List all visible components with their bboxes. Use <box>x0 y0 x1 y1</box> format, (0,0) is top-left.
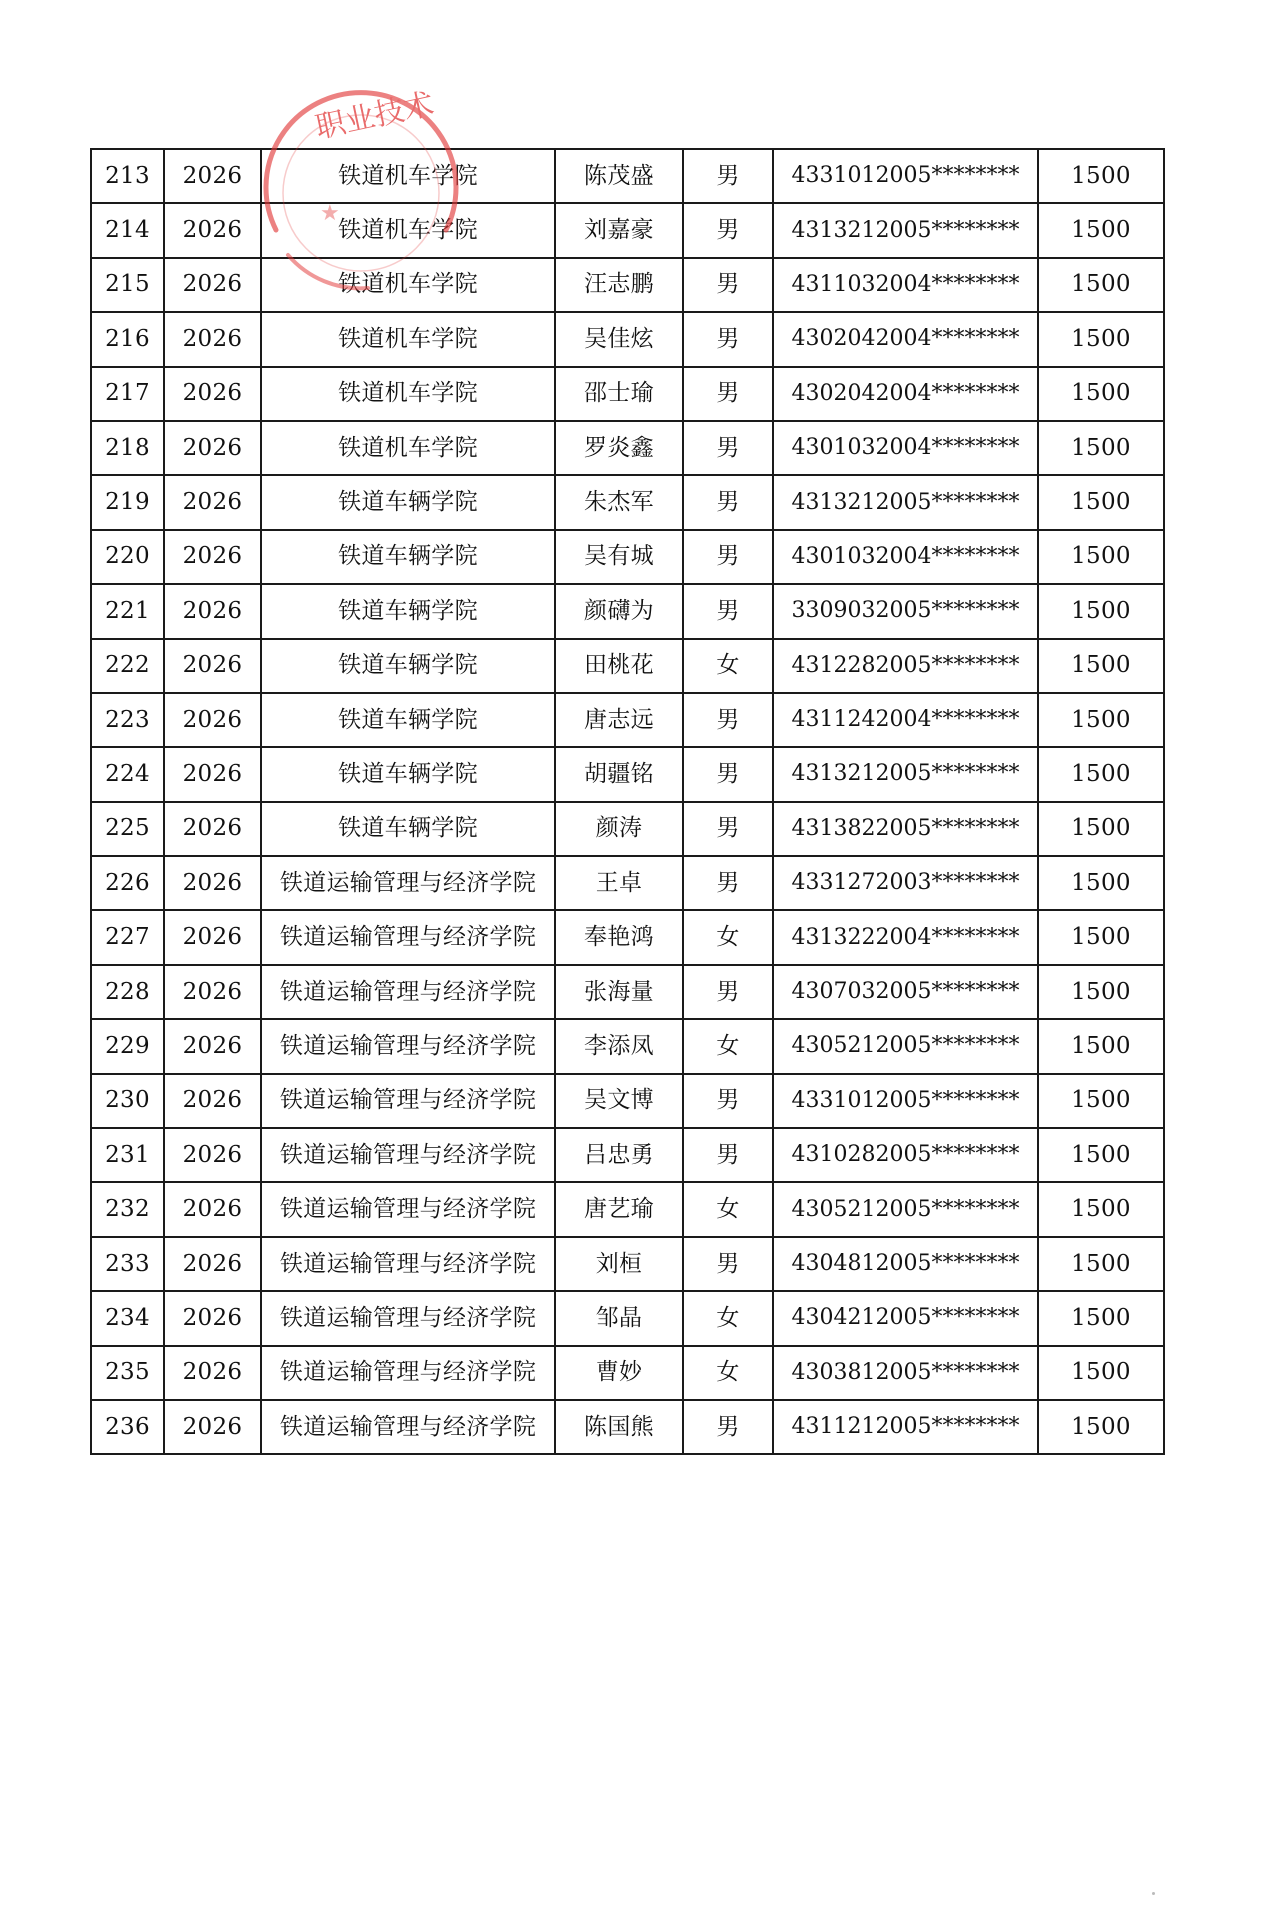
cell-gender: 男 <box>683 856 773 910</box>
cell-college: 铁道机车学院 <box>261 421 555 475</box>
table-row <box>91 367 1164 421</box>
cell-college: 铁道机车学院 <box>261 312 555 366</box>
cell-year: 2026 <box>164 1019 261 1073</box>
table-row <box>91 475 1164 529</box>
cell-college: 铁道车辆学院 <box>261 584 555 638</box>
cell-college: 铁道机车学院 <box>261 258 555 312</box>
cell-serial-number: 229 <box>91 1019 164 1073</box>
cell-college: 铁道机车学院 <box>261 149 555 203</box>
cell-amount: 1500 <box>1038 965 1164 1019</box>
cell-gender: 女 <box>683 639 773 693</box>
cell-id-number: 4311032004******** <box>773 258 1038 312</box>
cell-college: 铁道车辆学院 <box>261 693 555 747</box>
cell-college: 铁道运输管理与经济学院 <box>261 1128 555 1182</box>
cell-id-number: 4302042004******** <box>773 312 1038 366</box>
cell-serial-number: 225 <box>91 802 164 856</box>
cell-college: 铁道运输管理与经济学院 <box>261 1346 555 1400</box>
cell-serial-number: 218 <box>91 421 164 475</box>
cell-id-number: 4304812005******** <box>773 1237 1038 1291</box>
cell-college: 铁道运输管理与经济学院 <box>261 1182 555 1236</box>
cell-id-number: 4304212005******** <box>773 1291 1038 1345</box>
cell-gender: 男 <box>683 1128 773 1182</box>
table-row <box>91 1346 1164 1400</box>
cell-id-number: 3309032005******** <box>773 584 1038 638</box>
cell-year: 2026 <box>164 1400 261 1454</box>
cell-id-number: 4313212005******** <box>773 203 1038 257</box>
table-row <box>91 802 1164 856</box>
cell-student-name: 邹晶 <box>555 1291 683 1345</box>
cell-amount: 1500 <box>1038 367 1164 421</box>
cell-amount: 1500 <box>1038 258 1164 312</box>
cell-serial-number: 222 <box>91 639 164 693</box>
cell-amount: 1500 <box>1038 203 1164 257</box>
cell-student-name: 汪志鹏 <box>555 258 683 312</box>
cell-student-name: 吴有城 <box>555 530 683 584</box>
cell-gender: 男 <box>683 421 773 475</box>
cell-college: 铁道运输管理与经济学院 <box>261 856 555 910</box>
cell-serial-number: 235 <box>91 1346 164 1400</box>
cell-amount: 1500 <box>1038 1182 1164 1236</box>
cell-year: 2026 <box>164 367 261 421</box>
cell-id-number: 4331012005******** <box>773 149 1038 203</box>
cell-student-name: 田桃花 <box>555 639 683 693</box>
cell-amount: 1500 <box>1038 421 1164 475</box>
cell-year: 2026 <box>164 747 261 801</box>
scan-speck <box>1152 1892 1155 1895</box>
cell-college: 铁道车辆学院 <box>261 802 555 856</box>
cell-gender: 男 <box>683 203 773 257</box>
cell-year: 2026 <box>164 475 261 529</box>
cell-serial-number: 224 <box>91 747 164 801</box>
cell-serial-number: 234 <box>91 1291 164 1345</box>
cell-college: 铁道运输管理与经济学院 <box>261 1237 555 1291</box>
cell-student-name: 吴文博 <box>555 1074 683 1128</box>
table-row <box>91 584 1164 638</box>
cell-amount: 1500 <box>1038 910 1164 964</box>
cell-amount: 1500 <box>1038 1019 1164 1073</box>
cell-amount: 1500 <box>1038 747 1164 801</box>
cell-gender: 男 <box>683 693 773 747</box>
table-row <box>91 693 1164 747</box>
cell-college: 铁道车辆学院 <box>261 747 555 801</box>
cell-college: 铁道机车学院 <box>261 367 555 421</box>
cell-college: 铁道运输管理与经济学院 <box>261 910 555 964</box>
table-row <box>91 149 1164 203</box>
cell-amount: 1500 <box>1038 1074 1164 1128</box>
cell-college: 铁道车辆学院 <box>261 475 555 529</box>
cell-amount: 1500 <box>1038 802 1164 856</box>
cell-year: 2026 <box>164 1237 261 1291</box>
cell-college: 铁道运输管理与经济学院 <box>261 1074 555 1128</box>
cell-student-name: 颜礴为 <box>555 584 683 638</box>
cell-amount: 1500 <box>1038 1400 1164 1454</box>
cell-year: 2026 <box>164 312 261 366</box>
cell-id-number: 4302042004******** <box>773 367 1038 421</box>
cell-college: 铁道机车学院 <box>261 203 555 257</box>
cell-year: 2026 <box>164 1346 261 1400</box>
cell-gender: 女 <box>683 1291 773 1345</box>
cell-college: 铁道运输管理与经济学院 <box>261 1400 555 1454</box>
cell-student-name: 王卓 <box>555 856 683 910</box>
cell-amount: 1500 <box>1038 1291 1164 1345</box>
cell-gender: 男 <box>683 802 773 856</box>
cell-amount: 1500 <box>1038 1346 1164 1400</box>
cell-student-name: 陈国熊 <box>555 1400 683 1454</box>
cell-id-number: 4311242004******** <box>773 693 1038 747</box>
cell-year: 2026 <box>164 203 261 257</box>
cell-year: 2026 <box>164 1128 261 1182</box>
cell-serial-number: 230 <box>91 1074 164 1128</box>
cell-serial-number: 213 <box>91 149 164 203</box>
cell-year: 2026 <box>164 1074 261 1128</box>
table-row <box>91 856 1164 910</box>
cell-student-name: 吕忠勇 <box>555 1128 683 1182</box>
table-row <box>91 1400 1164 1454</box>
cell-amount: 1500 <box>1038 639 1164 693</box>
roster-body <box>91 149 1164 1454</box>
cell-gender: 男 <box>683 367 773 421</box>
cell-year: 2026 <box>164 802 261 856</box>
cell-serial-number: 221 <box>91 584 164 638</box>
cell-id-number: 4305212005******** <box>773 1019 1038 1073</box>
table-row <box>91 1237 1164 1291</box>
table-row <box>91 1128 1164 1182</box>
cell-gender: 男 <box>683 1237 773 1291</box>
cell-student-name: 刘嘉豪 <box>555 203 683 257</box>
cell-year: 2026 <box>164 530 261 584</box>
cell-id-number: 4331272003******** <box>773 856 1038 910</box>
cell-gender: 女 <box>683 1019 773 1073</box>
cell-year: 2026 <box>164 910 261 964</box>
cell-gender: 女 <box>683 1182 773 1236</box>
cell-year: 2026 <box>164 856 261 910</box>
table-row <box>91 639 1164 693</box>
cell-year: 2026 <box>164 1182 261 1236</box>
cell-year: 2026 <box>164 1291 261 1345</box>
cell-gender: 男 <box>683 1400 773 1454</box>
cell-amount: 1500 <box>1038 693 1164 747</box>
cell-year: 2026 <box>164 693 261 747</box>
cell-gender: 男 <box>683 965 773 1019</box>
cell-id-number: 4305212005******** <box>773 1182 1038 1236</box>
cell-year: 2026 <box>164 965 261 1019</box>
cell-amount: 1500 <box>1038 1128 1164 1182</box>
cell-gender: 女 <box>683 1346 773 1400</box>
cell-student-name: 唐艺瑜 <box>555 1182 683 1236</box>
cell-student-name: 奉艳鸿 <box>555 910 683 964</box>
cell-student-name: 颜涛 <box>555 802 683 856</box>
cell-amount: 1500 <box>1038 856 1164 910</box>
cell-college: 铁道运输管理与经济学院 <box>261 1019 555 1073</box>
cell-id-number: 4301032004******** <box>773 530 1038 584</box>
cell-gender: 女 <box>683 910 773 964</box>
cell-year: 2026 <box>164 149 261 203</box>
table-row <box>91 258 1164 312</box>
cell-gender: 男 <box>683 584 773 638</box>
cell-amount: 1500 <box>1038 584 1164 638</box>
table-row <box>91 910 1164 964</box>
cell-serial-number: 217 <box>91 367 164 421</box>
cell-student-name: 刘桓 <box>555 1237 683 1291</box>
cell-student-name: 张海量 <box>555 965 683 1019</box>
cell-student-name: 邵士瑜 <box>555 367 683 421</box>
cell-serial-number: 216 <box>91 312 164 366</box>
cell-id-number: 4313212005******** <box>773 475 1038 529</box>
cell-serial-number: 227 <box>91 910 164 964</box>
cell-serial-number: 214 <box>91 203 164 257</box>
cell-amount: 1500 <box>1038 312 1164 366</box>
cell-student-name: 吴佳炫 <box>555 312 683 366</box>
seal-text: 职业技术 <box>312 86 438 146</box>
cell-gender: 男 <box>683 747 773 801</box>
cell-serial-number: 226 <box>91 856 164 910</box>
cell-id-number: 4312282005******** <box>773 639 1038 693</box>
cell-year: 2026 <box>164 639 261 693</box>
cell-id-number: 4313822005******** <box>773 802 1038 856</box>
cell-id-number: 4307032005******** <box>773 965 1038 1019</box>
table-row <box>91 1019 1164 1073</box>
cell-college: 铁道运输管理与经济学院 <box>261 965 555 1019</box>
cell-year: 2026 <box>164 584 261 638</box>
cell-student-name: 陈茂盛 <box>555 149 683 203</box>
cell-id-number: 4313212005******** <box>773 747 1038 801</box>
table-row <box>91 747 1164 801</box>
cell-gender: 男 <box>683 475 773 529</box>
cell-id-number: 4311212005******** <box>773 1400 1038 1454</box>
table-row <box>91 1291 1164 1345</box>
cell-id-number: 4301032004******** <box>773 421 1038 475</box>
table-row <box>91 1182 1164 1236</box>
cell-id-number: 4310282005******** <box>773 1128 1038 1182</box>
cell-serial-number: 232 <box>91 1182 164 1236</box>
cell-id-number: 4303812005******** <box>773 1346 1038 1400</box>
cell-amount: 1500 <box>1038 475 1164 529</box>
cell-serial-number: 236 <box>91 1400 164 1454</box>
cell-student-name: 唐志远 <box>555 693 683 747</box>
cell-amount: 1500 <box>1038 530 1164 584</box>
cell-student-name: 曹妙 <box>555 1346 683 1400</box>
table-row <box>91 421 1164 475</box>
cell-serial-number: 219 <box>91 475 164 529</box>
cell-serial-number: 223 <box>91 693 164 747</box>
cell-gender: 男 <box>683 312 773 366</box>
cell-year: 2026 <box>164 258 261 312</box>
cell-year: 2026 <box>164 421 261 475</box>
cell-gender: 男 <box>683 530 773 584</box>
cell-amount: 1500 <box>1038 1237 1164 1291</box>
cell-college: 铁道运输管理与经济学院 <box>261 1291 555 1345</box>
cell-student-name: 朱杰军 <box>555 475 683 529</box>
cell-gender: 男 <box>683 149 773 203</box>
cell-serial-number: 228 <box>91 965 164 1019</box>
table-row <box>91 530 1164 584</box>
table-row <box>91 965 1164 1019</box>
cell-college: 铁道车辆学院 <box>261 639 555 693</box>
cell-student-name: 李添凤 <box>555 1019 683 1073</box>
cell-serial-number: 231 <box>91 1128 164 1182</box>
roster-table <box>90 148 1165 1455</box>
cell-student-name: 罗炎鑫 <box>555 421 683 475</box>
cell-serial-number: 215 <box>91 258 164 312</box>
seal-star-icon: ★ <box>320 201 340 226</box>
table-row <box>91 1074 1164 1128</box>
cell-gender: 男 <box>683 1074 773 1128</box>
cell-id-number: 4313222004******** <box>773 910 1038 964</box>
cell-serial-number: 233 <box>91 1237 164 1291</box>
cell-amount: 1500 <box>1038 149 1164 203</box>
table-row <box>91 203 1164 257</box>
cell-student-name: 胡疆铭 <box>555 747 683 801</box>
cell-serial-number: 220 <box>91 530 164 584</box>
table-row <box>91 312 1164 366</box>
cell-id-number: 4331012005******** <box>773 1074 1038 1128</box>
cell-gender: 男 <box>683 258 773 312</box>
cell-college: 铁道车辆学院 <box>261 530 555 584</box>
